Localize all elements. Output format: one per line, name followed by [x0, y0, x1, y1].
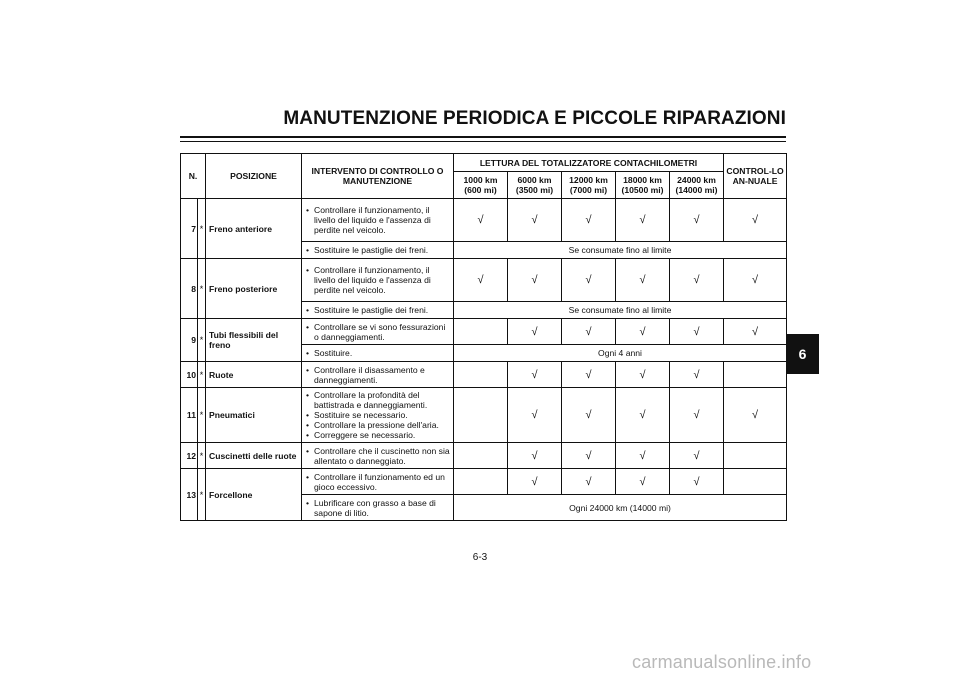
- check-mark: √: [724, 199, 787, 242]
- maintenance-table: [180, 153, 787, 521]
- intervention-step: • Controllare il funzionamento, il livello del liquido e l'assenza di perdite nel veicolo.: [305, 205, 450, 235]
- intervention-cell: [302, 469, 454, 495]
- check-mark: √: [508, 319, 562, 345]
- check-mark: √: [562, 259, 616, 302]
- check-mark: √: [454, 199, 508, 242]
- intervention-cell: [302, 495, 454, 521]
- intervention-step: • Controllare il funzionamento, il livello del liquido e l'assenza di perdite nel veicolo.: [305, 265, 450, 295]
- header-odometer: LETTURA DEL TOTALIZZATORE CONTACHILOMETRI: [454, 154, 724, 172]
- empty-cell: [454, 362, 508, 388]
- asterisk-mark: *: [198, 319, 206, 362]
- item-position: Freno posteriore: [206, 259, 302, 319]
- section-tab: 6: [786, 334, 819, 374]
- check-mark: √: [562, 199, 616, 242]
- empty-cell: [454, 469, 508, 495]
- intervention-step: • Controllare il funzionamento ed un gioco eccessivo.: [305, 472, 450, 492]
- header-km-1: 1000 km (600 mi): [454, 172, 508, 199]
- check-mark: √: [562, 443, 616, 469]
- table-row: [181, 319, 787, 345]
- check-mark: √: [562, 362, 616, 388]
- check-mark: √: [508, 443, 562, 469]
- intervention-step: • Controllare la pressione dell'aria.: [305, 420, 450, 430]
- empty-cell: [724, 469, 787, 495]
- intervention-cell: [302, 443, 454, 469]
- check-mark: √: [616, 199, 670, 242]
- check-mark: √: [724, 319, 787, 345]
- check-mark: √: [508, 388, 562, 443]
- check-mark: √: [670, 469, 724, 495]
- item-number: 8: [181, 259, 198, 319]
- intervention-step: • Sostituire le pastiglie dei freni.: [305, 245, 450, 255]
- intervention-cell: [302, 302, 454, 319]
- header-intervention: INTERVENTO DI CONTROLLO O MANUTENZIONE: [302, 154, 454, 199]
- interval-note: Ogni 4 anni: [454, 345, 787, 362]
- asterisk-mark: *: [198, 259, 206, 319]
- item-number: 9: [181, 319, 198, 362]
- item-position: Pneumatici: [206, 388, 302, 443]
- asterisk-mark: *: [198, 199, 206, 259]
- intervention-step: • Controllare se vi sono fessurazioni o danneggiamenti.: [305, 322, 450, 342]
- interval-note: Ogni 24000 km (14000 mi): [454, 495, 787, 521]
- header-km-4: 18000 km (10500 mi): [616, 172, 670, 199]
- table-row: [181, 362, 787, 388]
- item-position: Ruote: [206, 362, 302, 388]
- item-number: 11: [181, 388, 198, 443]
- intervention-step: • Controllare che il cuscinetto non sia allentato o danneggiato.: [305, 446, 450, 466]
- table-row: [181, 388, 787, 443]
- title-rule: [180, 136, 786, 138]
- check-mark: √: [616, 319, 670, 345]
- intervention-cell: [302, 242, 454, 259]
- asterisk-mark: *: [198, 388, 206, 443]
- item-number: 13: [181, 469, 198, 521]
- table-row: [181, 469, 787, 495]
- check-mark: √: [508, 199, 562, 242]
- intervention-cell: [302, 388, 454, 443]
- check-mark: √: [724, 388, 787, 443]
- intervention-step: • Controllare il disassamento e danneggiamenti.: [305, 365, 450, 385]
- intervention-step: • Correggere se necessario.: [305, 430, 450, 440]
- intervention-cell: [302, 345, 454, 362]
- asterisk-mark: *: [198, 469, 206, 521]
- check-mark: √: [670, 259, 724, 302]
- empty-cell: [454, 443, 508, 469]
- interval-note: Se consumate fino al limite: [454, 242, 787, 259]
- table-row: [181, 199, 787, 242]
- check-mark: √: [616, 362, 670, 388]
- check-mark: √: [670, 388, 724, 443]
- intervention-step: • Controllare la profondità del battistrada e danneggiamenti.: [305, 390, 450, 410]
- item-position: Tubi flessibili del freno: [206, 319, 302, 362]
- empty-cell: [724, 362, 787, 388]
- check-mark: √: [454, 259, 508, 302]
- table-row: [181, 259, 787, 302]
- intervention-cell: [302, 319, 454, 345]
- intervention-cell: [302, 199, 454, 242]
- check-mark: √: [616, 469, 670, 495]
- check-mark: √: [562, 319, 616, 345]
- intervention-cell: [302, 362, 454, 388]
- header-km-5: 24000 km (14000 mi): [670, 172, 724, 199]
- asterisk-mark: *: [198, 362, 206, 388]
- item-number: 12: [181, 443, 198, 469]
- check-mark: √: [508, 362, 562, 388]
- check-mark: √: [508, 259, 562, 302]
- empty-cell: [724, 443, 787, 469]
- check-mark: √: [616, 388, 670, 443]
- item-position: Cuscinetti delle ruote: [206, 443, 302, 469]
- check-mark: √: [616, 259, 670, 302]
- header-annual: CONTROL-LO AN-NUALE: [724, 154, 787, 199]
- page-number: 6-3: [472, 552, 488, 563]
- intervention-step: • Sostituire.: [305, 348, 450, 358]
- table-row: [181, 443, 787, 469]
- intervention-step: • Lubrificare con grasso a base di sapone di litio.: [305, 498, 450, 518]
- check-mark: √: [670, 199, 724, 242]
- watermark: carmanualsonline.info: [632, 652, 812, 672]
- check-mark: √: [616, 443, 670, 469]
- check-mark: √: [670, 319, 724, 345]
- interval-note: Se consumate fino al limite: [454, 302, 787, 319]
- item-number: 10: [181, 362, 198, 388]
- page-title: MANUTENZIONE PERIODICA E PICCOLE RIPARAZIONI: [283, 108, 786, 129]
- check-mark: √: [562, 469, 616, 495]
- item-position: Forcellone: [206, 469, 302, 521]
- check-mark: √: [724, 259, 787, 302]
- intervention-step: • Sostituire le pastiglie dei freni.: [305, 305, 450, 315]
- empty-cell: [454, 388, 508, 443]
- header-km-3: 12000 km (7000 mi): [562, 172, 616, 199]
- item-position: Freno anteriore: [206, 199, 302, 259]
- check-mark: √: [670, 443, 724, 469]
- check-mark: √: [670, 362, 724, 388]
- header-n: N.: [181, 154, 206, 199]
- intervention-cell: [302, 259, 454, 302]
- title-rule-thin: [180, 141, 786, 142]
- item-number: 7: [181, 199, 198, 259]
- asterisk-mark: *: [198, 443, 206, 469]
- check-mark: √: [508, 469, 562, 495]
- header-position: POSIZIONE: [206, 154, 302, 199]
- intervention-step: • Sostituire se necessario.: [305, 410, 450, 420]
- empty-cell: [454, 319, 508, 345]
- check-mark: √: [562, 388, 616, 443]
- header-km-2: 6000 km (3500 mi): [508, 172, 562, 199]
